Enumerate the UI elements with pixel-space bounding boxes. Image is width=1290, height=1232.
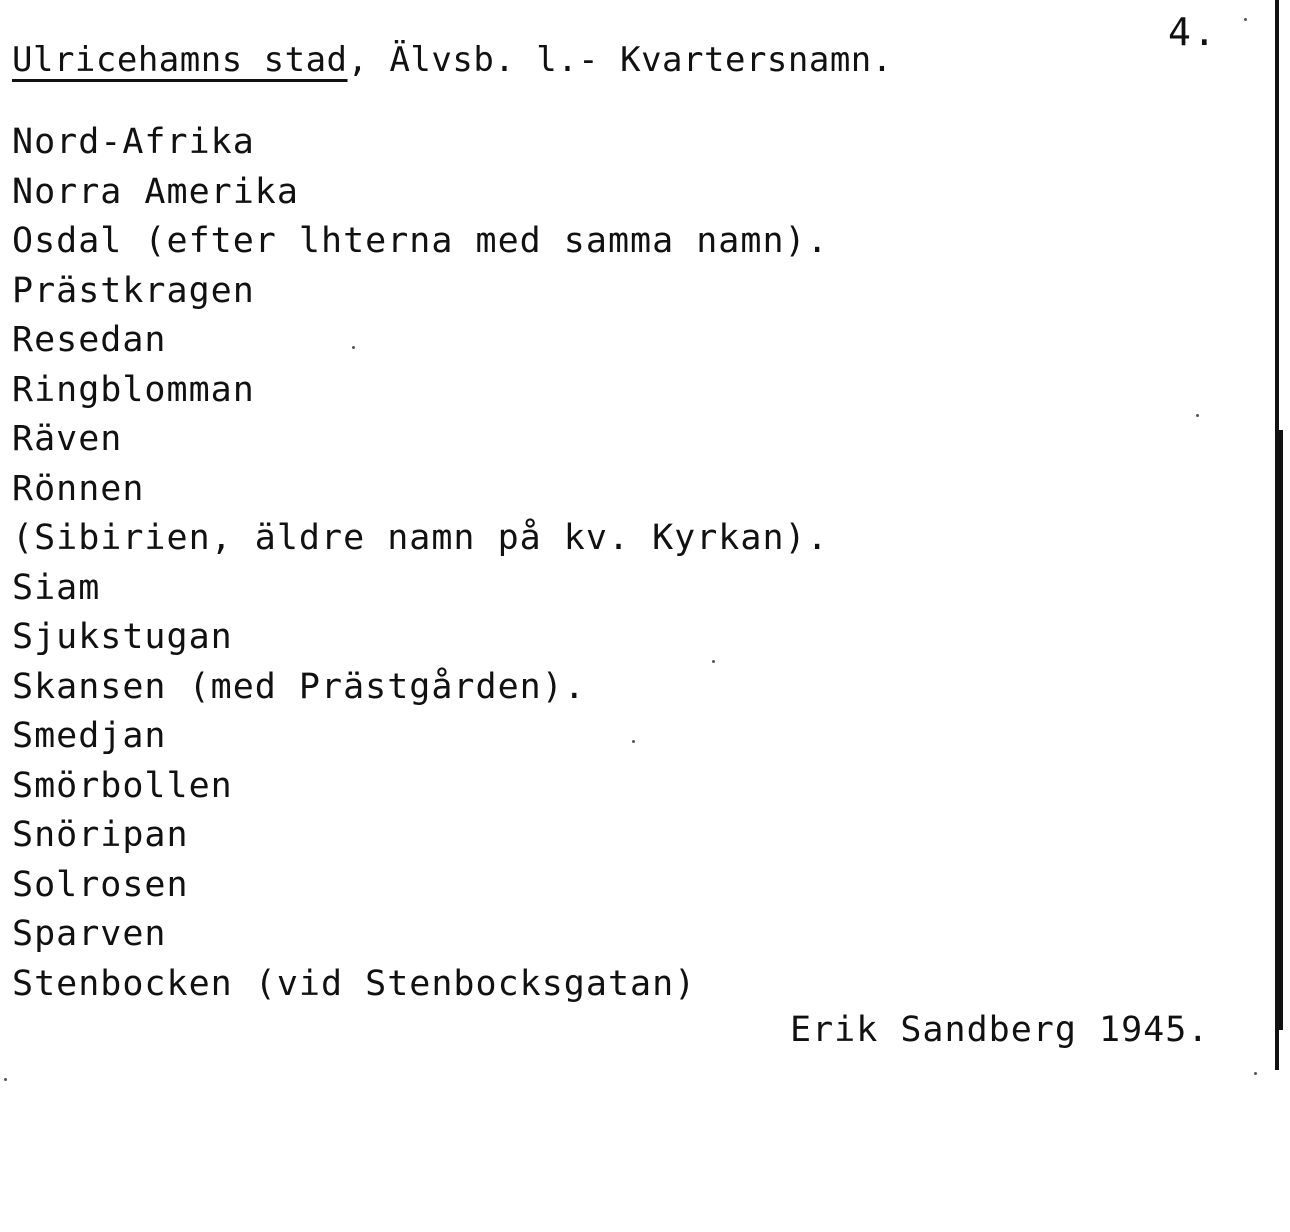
- scan-speck: [712, 660, 715, 663]
- list-item: Resedan: [12, 320, 167, 360]
- scan-speck: [352, 346, 355, 349]
- list-item: Smedjan: [12, 716, 167, 756]
- list-item: Stenbocken (vid Stenbocksgatan): [12, 963, 697, 1004]
- list-item: (Sibirien, äldre namn på kv. Kyrkan).: [12, 518, 829, 558]
- scan-speck: [1196, 414, 1199, 417]
- page-number: 4.: [1168, 10, 1218, 54]
- list-item: Ringblomman: [12, 369, 255, 410]
- heading-town: Ulricehamns stad: [12, 40, 348, 80]
- scan-speck: [1244, 18, 1247, 21]
- list-item: Siam: [12, 567, 101, 608]
- list-item: Solrosen: [12, 864, 189, 905]
- quarter-name-list: [12, 118, 829, 1009]
- list-item: Sjukstugan: [12, 617, 233, 657]
- list-item: Norra Amerika: [12, 171, 299, 212]
- list-item: Rönnen: [12, 468, 145, 509]
- scan-speck: [4, 1078, 7, 1081]
- scan-speck: [1254, 1072, 1257, 1075]
- signature: Erik Sandberg 1945.: [790, 1010, 1210, 1050]
- list-item: Sparven: [12, 914, 167, 954]
- scan-speck: [632, 740, 635, 743]
- list-item: Skansen (med Prästgården).: [12, 666, 586, 707]
- list-item: Räven: [12, 419, 123, 459]
- list-item: Prästkragen: [12, 270, 255, 311]
- card-right-border-shadow: [1279, 430, 1283, 1030]
- card-heading: [12, 40, 893, 80]
- heading-rest: , Älvsb. l.- Kvartersnamn.: [347, 40, 893, 80]
- list-item: Snöripan: [12, 815, 189, 855]
- list-item: Osdal (efter lhterna med samma namn).: [12, 221, 829, 261]
- list-item: Nord-Afrika: [12, 122, 255, 162]
- list-item: Smörbollen: [12, 765, 233, 806]
